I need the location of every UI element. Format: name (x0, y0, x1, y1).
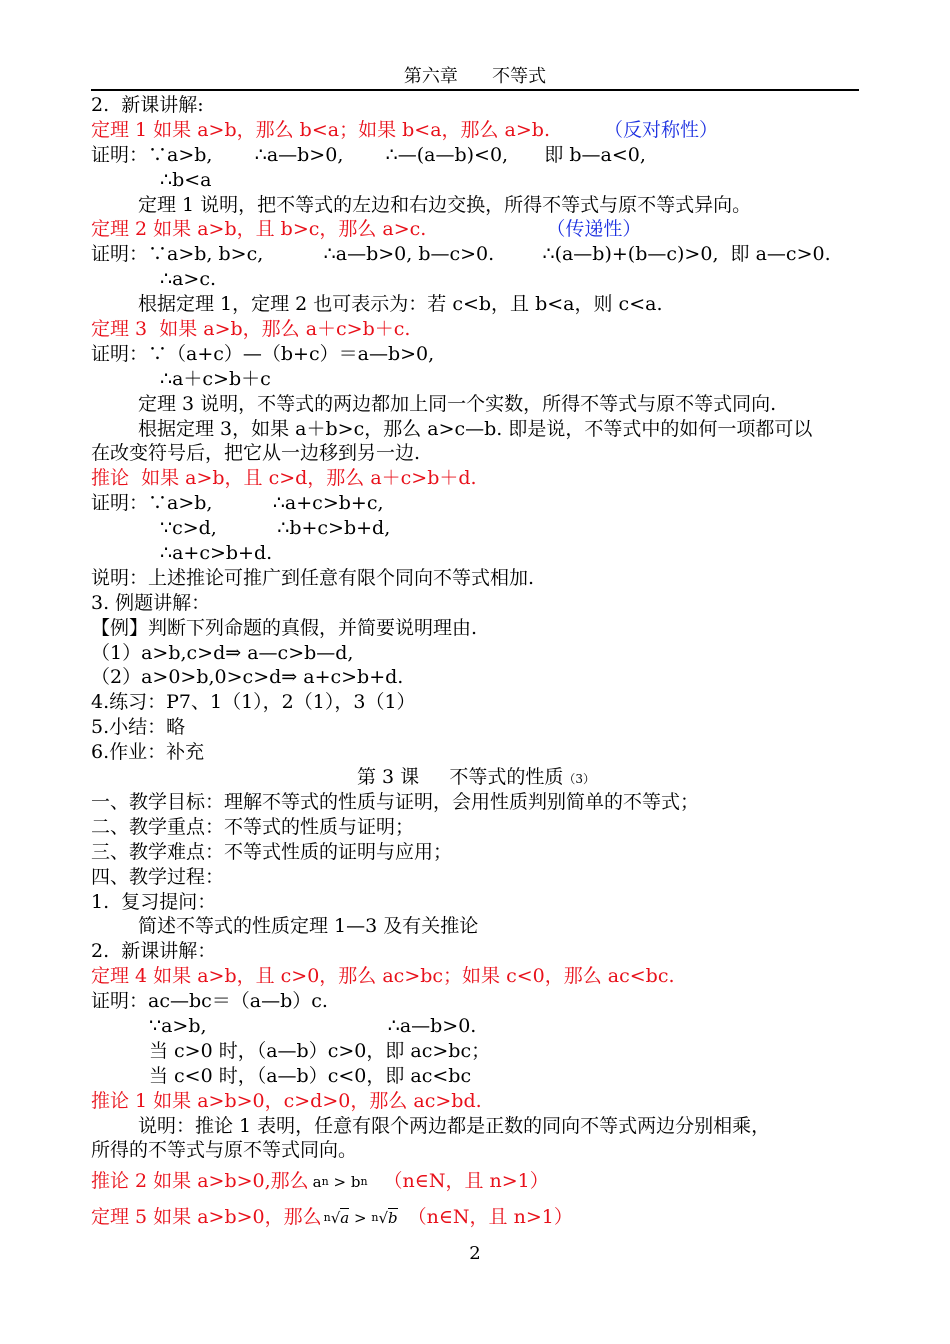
example-item: （2）a>0>b,0>c>d⇒ a+c>b+d. (91, 666, 404, 689)
lesson-title-text: 第 3 课 不等式的性质 (356, 766, 564, 789)
lesson-title (91, 765, 861, 790)
proof-line: ∴a>c. (160, 268, 217, 291)
example-line: 【例】判断下列命题的真假，并简要说明理由. (91, 616, 478, 639)
theorem-1-text: 定理 1 如果 a>b，那么 b<a；如果 b<a，那么 a>b. (91, 118, 551, 141)
section-heading: 2. 新课讲解： (91, 940, 217, 963)
corollary-2-text: 推论 2 如果 a>b>0,那么 (91, 1170, 309, 1193)
section-heading: 5.小结：略 (91, 716, 186, 739)
theorem-1 (91, 118, 861, 143)
proof-line: 证明：∵a>b, ∴a+c>b+c, (91, 492, 384, 515)
corollary-2-condition: （n∈N，且 n>1） (383, 1170, 549, 1193)
section-heading: 6.作业：补充 (91, 741, 205, 764)
paragraph-line: 一、教学目标：理解不等式的性质与证明，会用性质判别简单的不等式； (91, 790, 700, 813)
paragraph-line: 简述不等式的性质定理 1—3 及有关推论 (138, 915, 479, 938)
theorem-2-text: 定理 2 如果 a>b，且 b>c，那么 a>c. (91, 218, 427, 241)
theorem-3: 定理 3 如果 a>b，那么 a＋c>b＋c. (91, 318, 411, 341)
proof-line: 证明：∵a>b, ∴a—b>0, ∴—(a—b)<0, 即 b—a<0, (91, 143, 646, 166)
root-formula: n√a > n√b (323, 1209, 398, 1228)
paragraph-line: 三、教学难点：不等式性质的证明与应用； (91, 840, 453, 863)
proof-line: ∵a>b, ∴a—b>0. (149, 1014, 477, 1037)
page-number: 2 (469, 1243, 481, 1264)
theorem-5-text: 定理 5 如果 a>b>0，那么 (91, 1206, 322, 1229)
header-rule (91, 89, 859, 91)
chapter-header: 第六章 不等式 (403, 66, 547, 87)
document-body (91, 93, 861, 1235)
paragraph-line: 说明：上述推论可推广到任意有限个同向不等式相加. (91, 566, 535, 589)
proof-line: ∴a+c>b+d. (160, 542, 273, 565)
section-heading: 1. 复习提问： (91, 890, 217, 913)
paragraph-line: 二、教学重点：不等式的性质与证明； (91, 815, 415, 838)
proof-line: 证明：ac—bc＝（a—b）c. (91, 990, 328, 1013)
theorem-1-tag: （反对称性） (604, 118, 719, 141)
corollary-2 (91, 1163, 861, 1199)
corollary-1: 推论 1 如果 a>b>0，c>d>0，那么 ac>bd. (91, 1089, 482, 1112)
paragraph-line: 定理 1 说明，把不等式的左边和右边交换，所得不等式与原不等式异向。 (138, 193, 752, 216)
paragraph-line: 所得的不等式与原不等式同向。 (91, 1139, 358, 1162)
theorem-5 (91, 1199, 861, 1235)
section-heading: 2. 新课讲解: (91, 94, 204, 116)
power-formula: an > bn (312, 1173, 368, 1192)
corollary: 推论 如果 a>b，且 c>d，那么 a＋c>b＋d. (91, 467, 477, 490)
proof-line: 当 c<0 时，（a—b）c<0，即 ac<bc (149, 1064, 472, 1087)
proof-line: ∵c>d, ∴b+c>b+d, (160, 517, 391, 540)
theorem-2-tag: （传递性） (546, 218, 642, 241)
theorem-4: 定理 4 如果 a>b，且 c>0，那么 ac>bc；如果 c<0，那么 ac<bc. (91, 965, 675, 988)
section-heading: 4.练习：P7、1（1），2（1），3（1） (91, 691, 416, 714)
proof-line: ∴a＋c>b＋c (160, 367, 271, 390)
section-heading: 3. 例题讲解： (91, 591, 211, 614)
paragraph-line: 说明：推论 1 表明，任意有限个两边都是正数的同向不等式两边分别相乘， (138, 1114, 771, 1137)
proof-line: 当 c>0 时，（a—b）c>0，即 ac>bc； (149, 1039, 491, 1062)
theorem-5-condition: （n∈N，且 n>1） (407, 1206, 573, 1229)
proof-line: 证明：∵（a+c）—（b+c）＝a—b>0, (91, 342, 435, 365)
theorem-2 (91, 217, 861, 242)
paragraph-line: 根据定理 3，如果 a＋b>c，那么 a>c—b. 即是说，不等式中的如何一项都可以 (138, 417, 813, 440)
proof-line: 证明：∵a>b, b>c, ∴a—b>0, b—c>0. ∴(a—b)+(b—c)>0, 即 a—c>0. (91, 243, 831, 266)
paragraph-line: 四、教学过程： (91, 865, 225, 888)
lesson-title-suffix: （3） (563, 772, 595, 787)
paragraph-line: 定理 3 说明，不等式的两边都加上同一个实数，所得不等式与原不等式同向. (138, 392, 777, 415)
proof-line: ∴b<a (160, 168, 212, 191)
paragraph-line: 根据定理 1，定理 2 也可表示为：若 c<b，且 b<a，则 c<a. (138, 293, 663, 316)
paragraph-line: 在改变符号后，把它从一边移到另一边. (91, 442, 421, 465)
example-item: （1）a>b,c>d⇒ a—c>b—d, (91, 641, 354, 664)
